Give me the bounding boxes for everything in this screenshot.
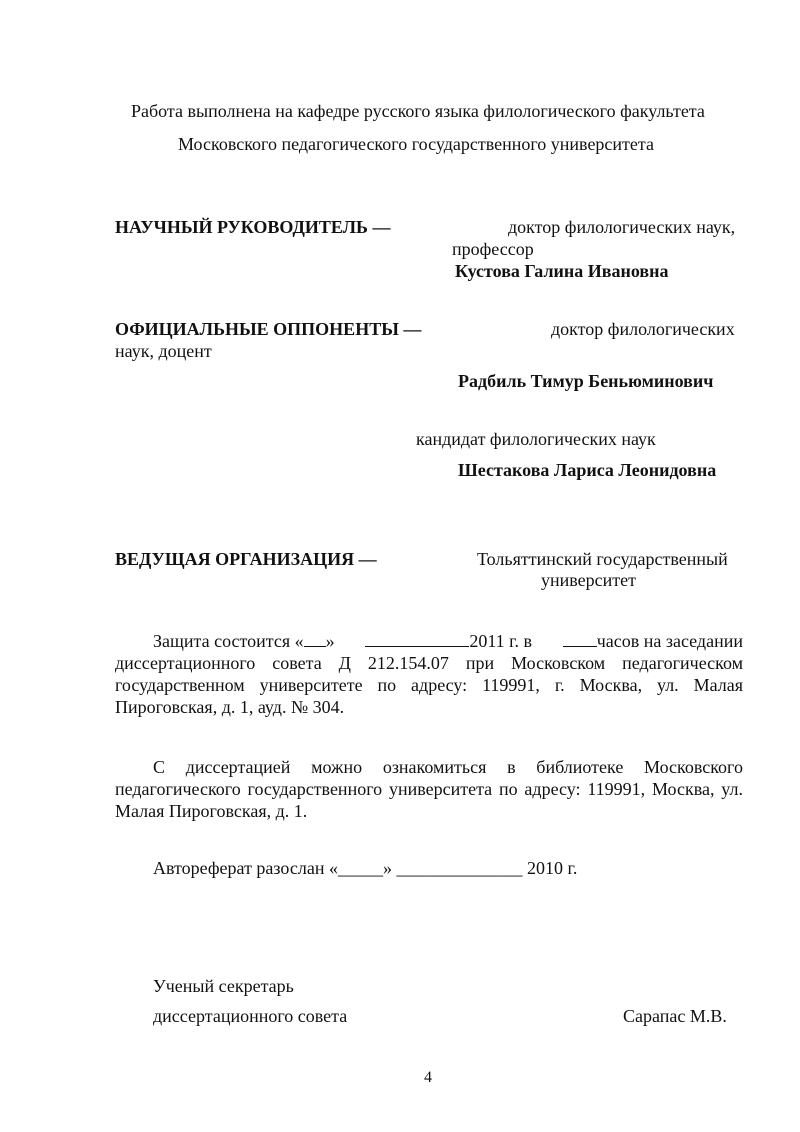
mailing-line: Автореферат разослан «_____» ______________ 2010 г. bbox=[153, 858, 578, 878]
secretary-title-line-1: Ученый секретарь bbox=[153, 976, 294, 996]
opponent-2-degree: кандидат филологических наук bbox=[416, 429, 656, 449]
secretary-name: Сарапас М.В. bbox=[623, 1006, 727, 1026]
supervisor-degree: доктор филологических наук, bbox=[508, 217, 736, 237]
lead-org-label: ВЕДУЩАЯ ОРГАНИЗАЦИЯ — bbox=[115, 549, 377, 569]
defense-text-c: 2011 г. в bbox=[469, 631, 533, 651]
hour-blank bbox=[563, 631, 597, 647]
supervisor-name: Кустова Галина Ивановна bbox=[455, 261, 669, 281]
page-number: 4 bbox=[424, 1069, 432, 1086]
secretary-title-line-2: диссертационного совета bbox=[153, 1006, 348, 1026]
supervisor-title: профессор bbox=[452, 239, 534, 259]
library-paragraph: С диссертацией можно ознакомиться в библиотеке Московского педагогического государственного университета по адресу: 119991, Москва, ул. Малая Пироговская, д. 1. bbox=[115, 757, 743, 821]
defense-text-b: » bbox=[325, 631, 335, 651]
defense-first-line bbox=[153, 630, 743, 652]
defense-text-a: Защита состоится « bbox=[153, 631, 304, 651]
lead-org-name-line-2: университет bbox=[541, 570, 636, 590]
opponent-2-name: Шестакова Лариса Леонидовна bbox=[458, 460, 717, 480]
lead-org-name-line-1: Тольяттинский государственный bbox=[477, 549, 728, 569]
opponents-label: ОФИЦИАЛЬНЫЕ ОППОНЕНТЫ — bbox=[115, 319, 422, 339]
opponent-1-name: Радбиль Тимур Беньюминович bbox=[458, 371, 714, 391]
header-line-1: Работа выполнена на кафедре русского языка филологического факультета bbox=[131, 101, 705, 121]
opponent-1-degree-b: наук, доцент bbox=[115, 341, 212, 361]
day-blank bbox=[304, 631, 326, 647]
defense-paragraph-rest: диссертационного совета Д 212.154.07 при Московском педагогическом государственном университете по адресу: 119991, г. Москва, ул. Малая Пироговская, д. 1, ауд. № 304. bbox=[115, 653, 743, 717]
defense-text-d: часов на заседании bbox=[596, 631, 743, 651]
header-line-2: Московского педагогического государственного университета bbox=[178, 134, 654, 154]
month-blank bbox=[365, 631, 469, 647]
supervisor-label: НАУЧНЫЙ РУКОВОДИТЕЛЬ — bbox=[115, 217, 391, 237]
opponent-1-degree-a: доктор филологических bbox=[551, 319, 735, 339]
